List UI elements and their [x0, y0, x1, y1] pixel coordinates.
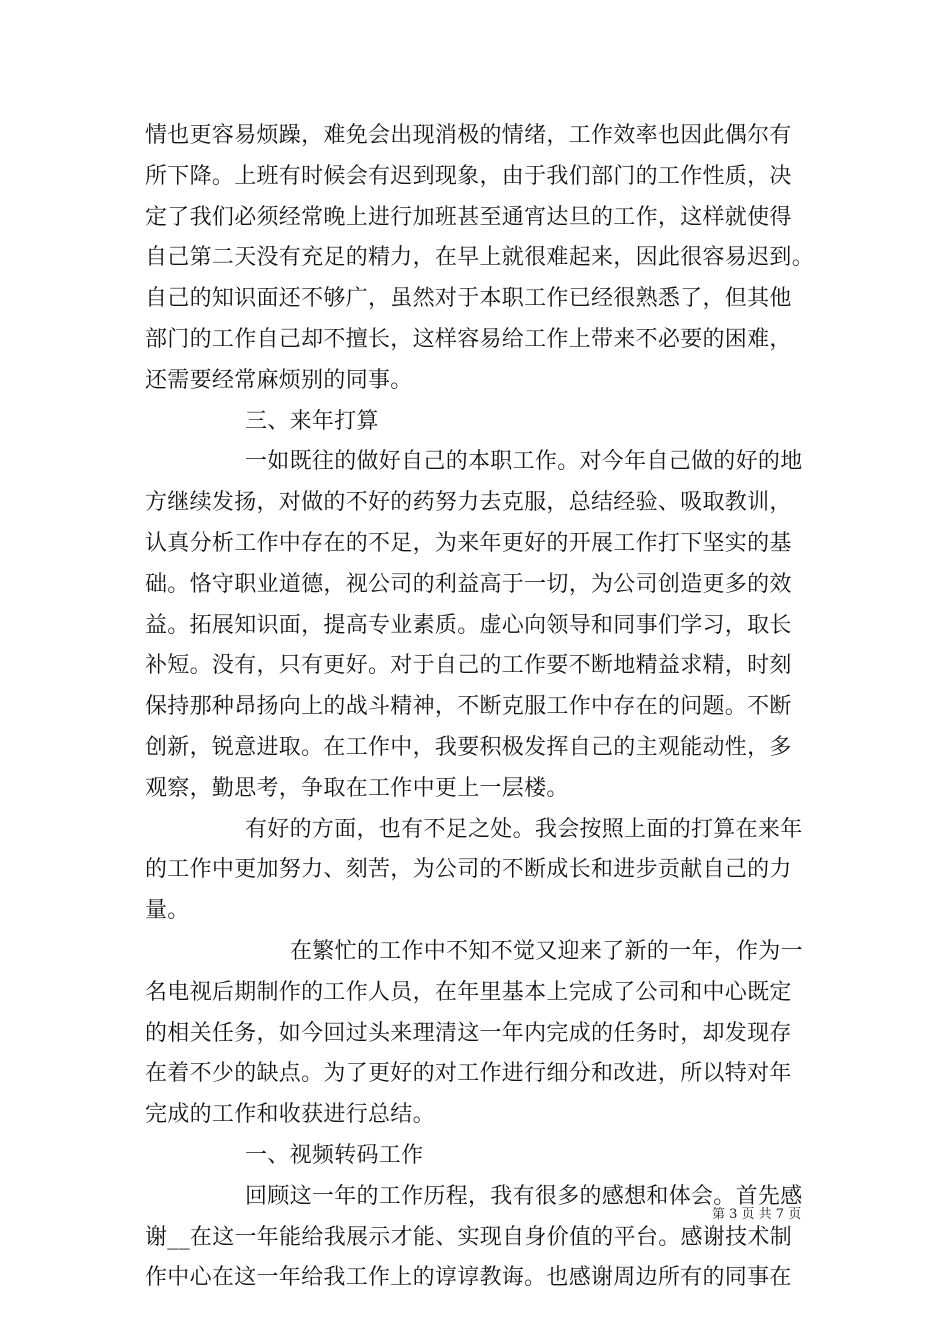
text-line: 部门的工作自己却不擅长，这样容易给工作上带来不必要的困难，	[145, 326, 792, 352]
section-heading: 三、来年打算	[245, 408, 379, 434]
text-line: 所下降。上班有时候会有迟到现象，由于我们部门的工作性质，决	[145, 163, 792, 189]
text-line: 谢__在这一年能给我展示才能、实现自身价值的平台。感谢技术制	[145, 1224, 793, 1250]
text-line: 在着不少的缺点。为了更好的对工作进行细分和改进，所以特对年	[145, 1061, 792, 1087]
text-line: 础。恪守职业道德，视公司的利益高于一切，为公司创造更多的效	[145, 571, 792, 597]
text-line: 定了我们必须经常晚上进行加班甚至通宵达旦的工作，这样就使得	[145, 204, 792, 230]
text-line: 作中心在这一年给我工作上的谆谆教诲。也感谢周边所有的同事在	[145, 1265, 792, 1291]
text-line: 一如既往的做好自己的本职工作。对今年自己做的好的地	[245, 449, 803, 475]
text-line: 观察，勤思考，争取在工作中更上一层楼。	[145, 775, 569, 801]
page-number-footer: 第 3 页 共 7 页	[712, 1207, 802, 1222]
body-text	[145, 116, 815, 1299]
text-line: 名电视后期制作的工作人员，在年里基本上完成了公司和中心既定	[145, 979, 792, 1005]
text-line: 自己第二天没有充足的精力，在早上就很难起来，因此很容易迟到。	[145, 245, 815, 271]
text-line: 量。	[145, 898, 190, 924]
section-heading: 一、视频转码工作	[245, 1142, 424, 1168]
text-line: 完成的工作和收获进行总结。	[145, 1102, 435, 1128]
text-line: 情也更容易烦躁，难免会出现消极的情绪，工作效率也因此偶尔有	[145, 123, 792, 148]
text-line: 方继续发扬，对做的不好的药努力去克服，总结经验、吸取教训，	[145, 490, 792, 516]
text-line: 有好的方面，也有不足之处。我会按照上面的打算在来年	[245, 816, 803, 842]
text-line: 的工作中更加努力、刻苦，为公司的不断成长和进步贡献自己的力	[145, 857, 792, 883]
text-line: 保持那种昂扬向上的战斗精神，不断克服工作中存在的问题。不断	[145, 694, 792, 720]
text-line: 回顾这一年的工作历程，我有很多的感想和体会。首先感	[245, 1183, 803, 1209]
text-line: 认真分析工作中存在的不足，为来年更好的开展工作打下坚实的基	[145, 530, 792, 556]
text-line: 自己的知识面还不够广，虽然对于本职工作已经很熟悉了，但其他	[145, 286, 792, 312]
text-line: 补短。没有，只有更好。对于自己的工作要不断地精益求精，时刻	[145, 653, 792, 679]
text-line: 的相关任务，如今回过头来理清这一年内完成的任务时，却发现存	[145, 1020, 792, 1046]
text-line: 益。拓展知识面，提高专业素质。虚心向领导和同事们学习，取长	[145, 612, 792, 638]
text-line: 还需要经常麻烦别的同事。	[145, 367, 413, 393]
text-line: 在繁忙的工作中不知不觉又迎来了新的一年，作为一	[290, 938, 803, 964]
text-line: 创新，锐意进取。在工作中，我要积极发挥自己的主观能动性，多	[145, 734, 792, 760]
